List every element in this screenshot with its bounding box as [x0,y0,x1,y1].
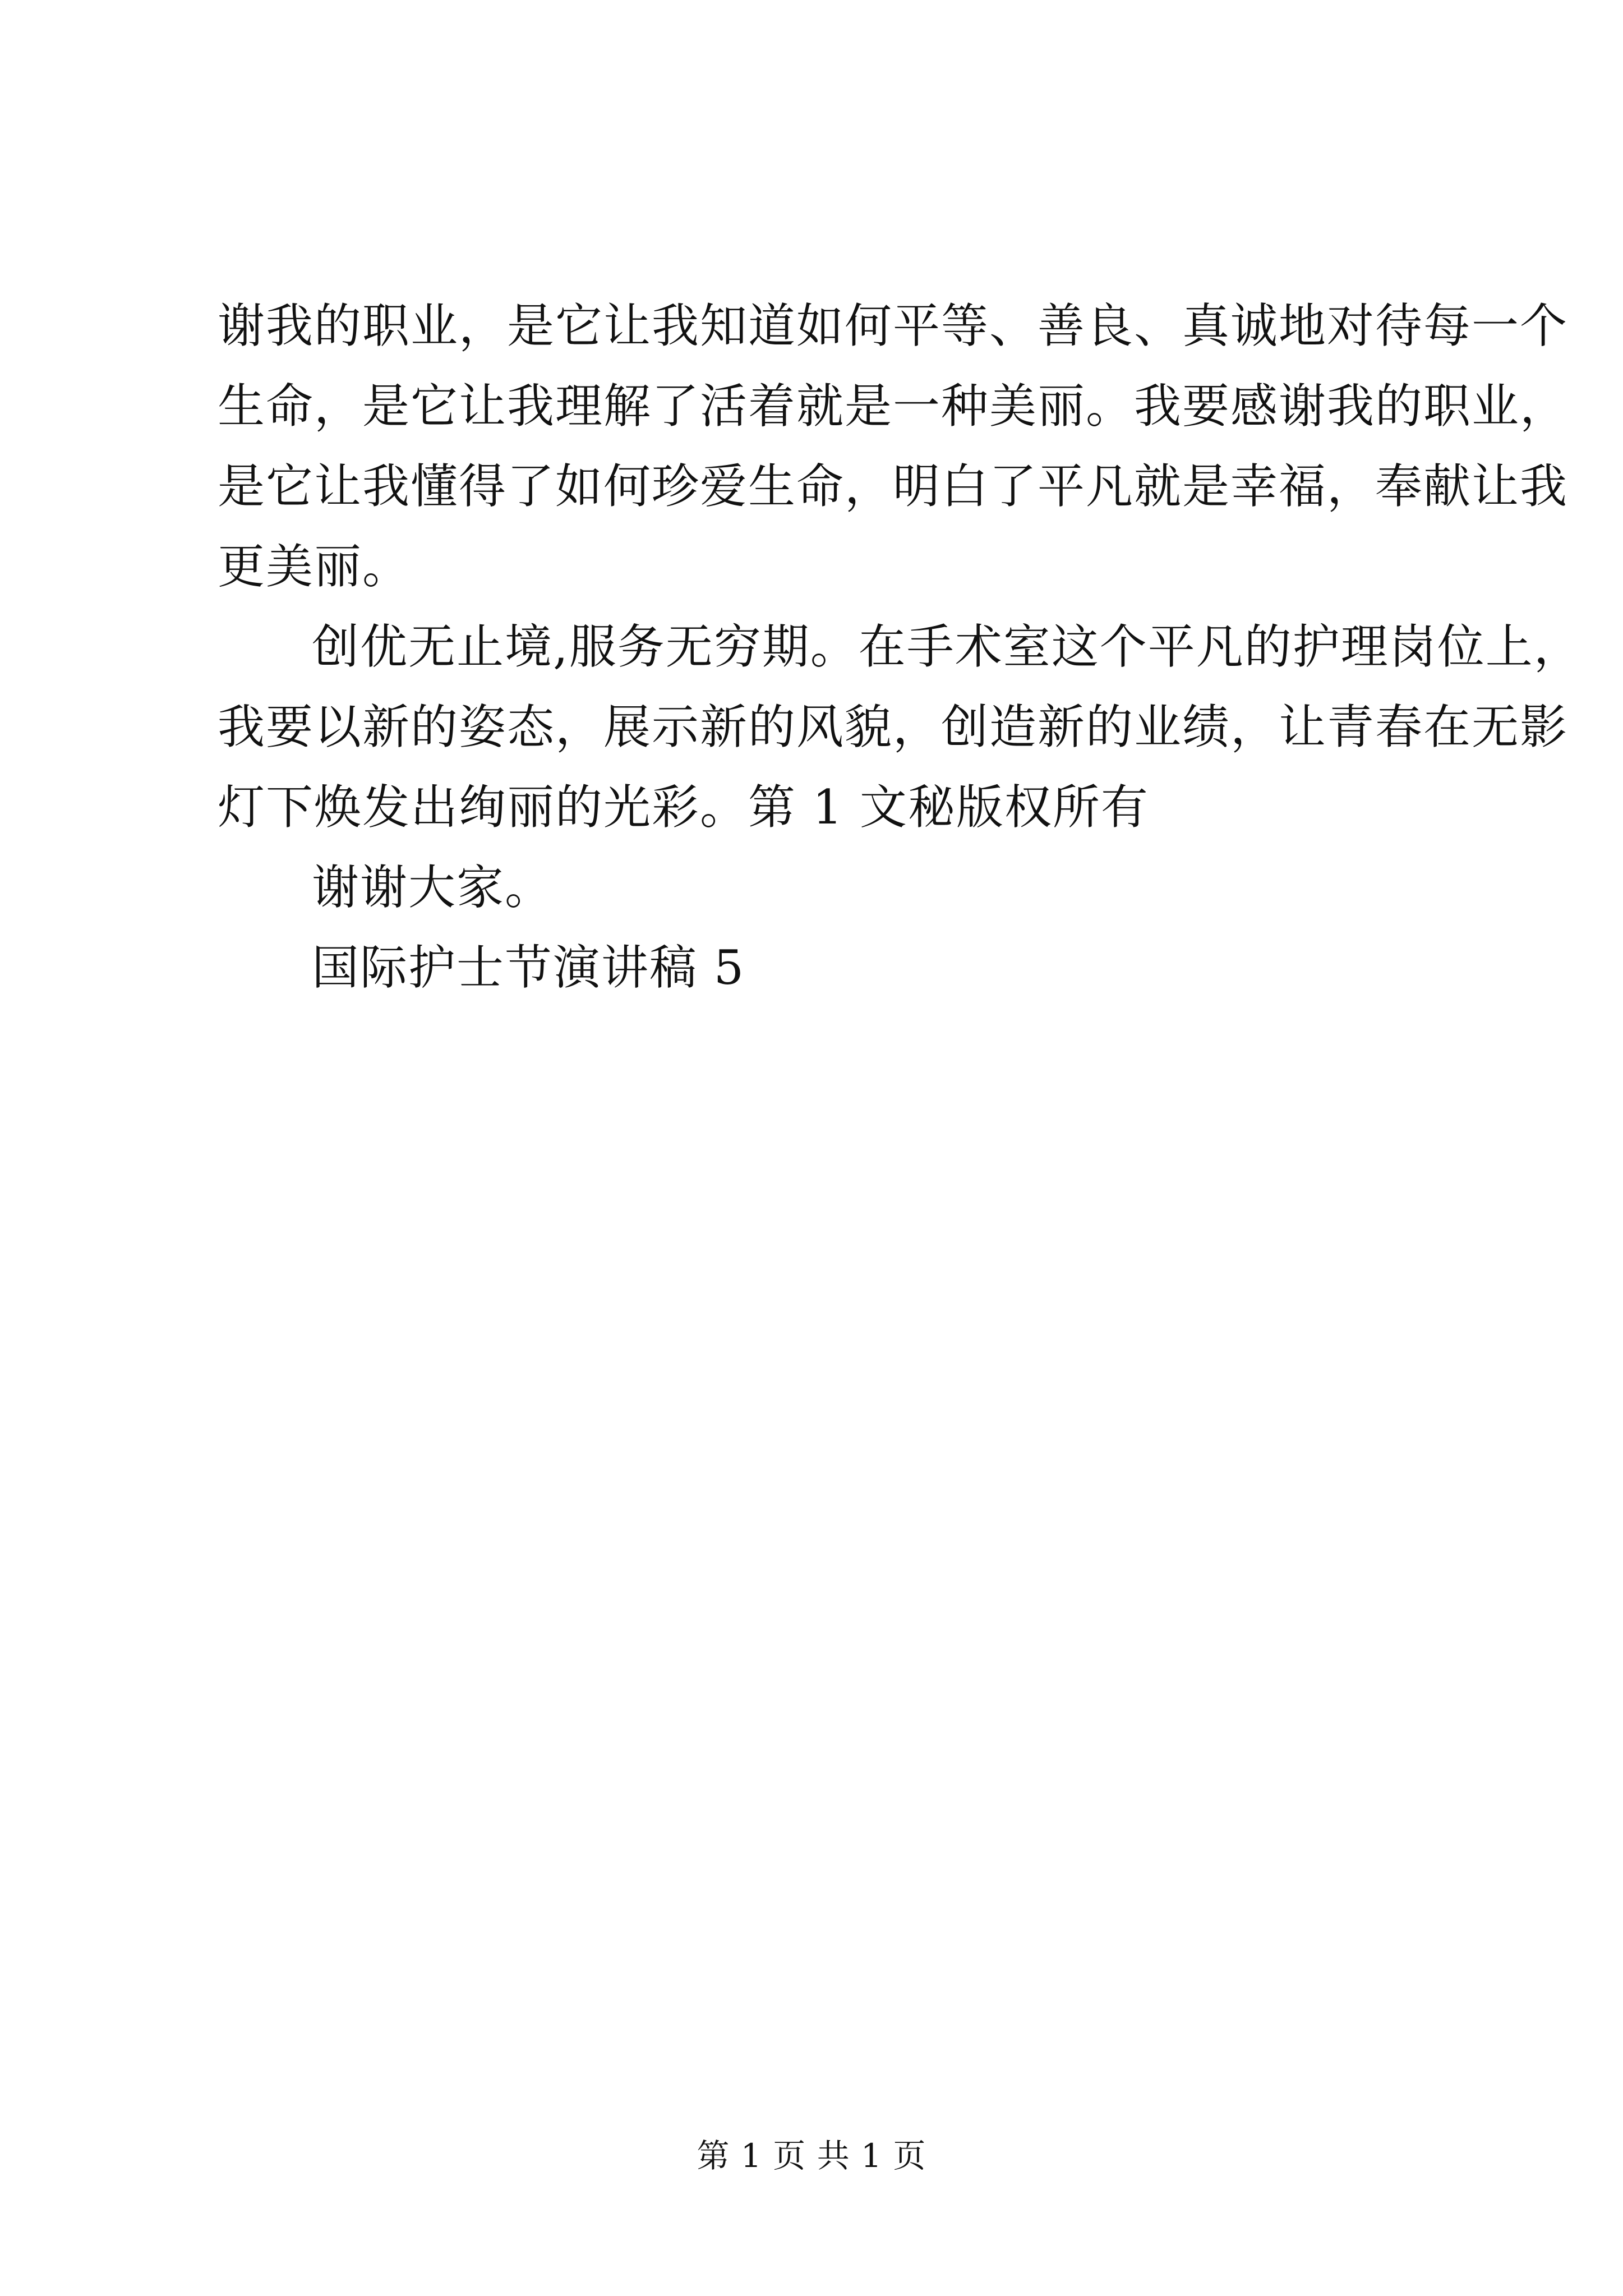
page-number-label: 第 1 页 共 1 页 [697,2137,926,2175]
text-line: 生命，是它让我理解了活着就是一种美丽。我要感谢我的职业， [218,379,1569,434]
paragraph-1 [218,286,1569,607]
document-body [218,286,1582,1008]
text-line: 是它让我懂得了如何珍爱生命，明白了平凡就是幸福，奉献让我 [218,459,1569,514]
text-line: 创优无止境,服务无穷期。在手术室这个平凡的护理岗位上， [312,619,1582,674]
page-footer [0,2136,1623,2175]
text-line: 国际护士节演讲稿 5 [312,940,745,995]
paragraph-3 [218,848,1423,928]
text-line: 谢我的职业，是它让我知道如何平等、善良、真诚地对待每一个 [218,298,1569,353]
text-line: 我要以新的姿态，展示新的风貌，创造新的业绩，让青春在无影 [218,700,1569,754]
text-line: 更美丽。 [218,539,411,594]
paragraph-2 [218,607,1582,848]
text-line: 谢谢大家。 [312,860,554,915]
paragraph-4 [218,928,1423,1008]
text-line: 灯下焕发出绚丽的光彩。第 1 文秘版权所有 [218,780,1149,835]
